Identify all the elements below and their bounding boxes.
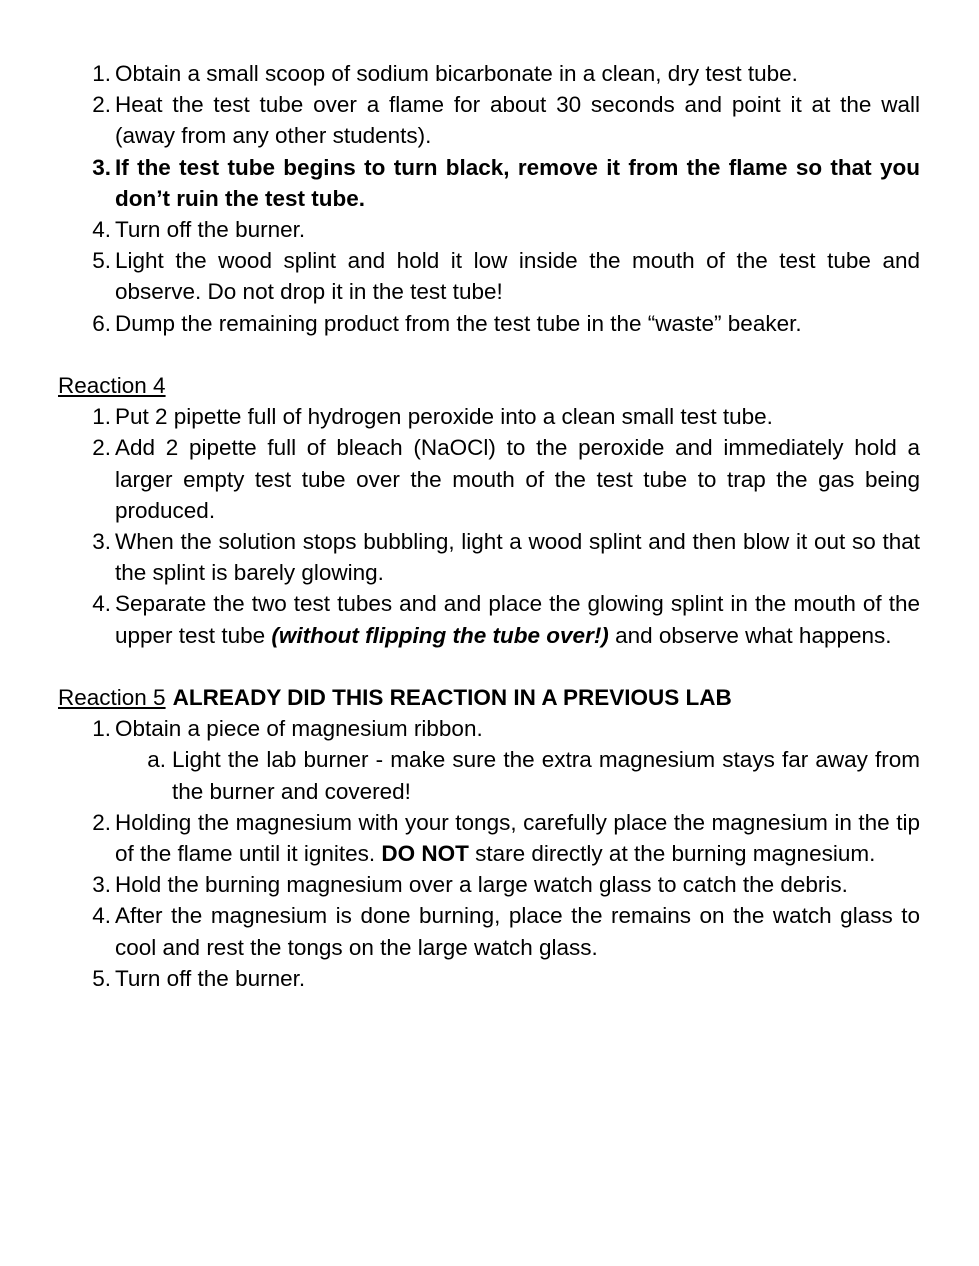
list-item — [58, 152, 920, 214]
step-number: 2. — [92, 92, 111, 118]
step-text: Hold the burning magnesium over a large watch glass to catch the debris. — [115, 872, 848, 898]
list-item — [58, 713, 920, 807]
step-text: Light the wood splint and hold it low inside the mouth of the test tube and observe. Do not drop it in the test tube! — [115, 248, 920, 305]
list-item — [58, 526, 920, 588]
step-number: 3. — [92, 529, 111, 555]
step-number: 4. — [92, 903, 111, 929]
step-text: Obtain a piece of magnesium ribbon. — [115, 716, 483, 742]
step-number: 2. — [92, 435, 111, 461]
step-emphasis: (without flipping the tube over!) — [271, 622, 609, 648]
sub-list — [115, 744, 920, 806]
step-text: Turn off the burner. — [115, 965, 306, 991]
reaction-5-header — [58, 682, 920, 713]
list-item — [58, 588, 920, 650]
reaction-4-list — [58, 401, 920, 651]
step-text: Separate the two test tubes and and place the glowing splint in the mouth of the upper test tube — [115, 591, 920, 648]
step-text-warning: If the test tube begins to turn black, remove it from the flame so that you don’t ruin the test tube. — [115, 154, 920, 211]
list-item — [58, 89, 920, 151]
step-text: Holding the magnesium with your tongs, carefully place the magnesium in the tip of the flame until it ignites. — [115, 809, 920, 867]
document-page — [58, 58, 920, 994]
list-item — [58, 58, 920, 89]
list-item — [58, 214, 920, 245]
step-warning: DO NOT — [381, 841, 469, 867]
step-number: 5. — [92, 965, 111, 991]
sub-list-item — [115, 744, 920, 806]
step-number: 1. — [92, 404, 111, 430]
list-item — [58, 308, 920, 339]
list-item — [58, 401, 920, 432]
list-item — [58, 963, 920, 994]
section-gap — [58, 339, 920, 370]
step-text: Dump the remaining product from the test tube in the “waste” beaker. — [115, 310, 802, 336]
step-number: 5. — [92, 248, 111, 274]
sub-step-text: Light the lab burner - make sure the extra magnesium stays far away from the burner and covered! — [172, 747, 920, 804]
step-text: Add 2 pipette full of bleach (NaOCl) to the peroxide and immediately hold a larger empty test tube over the mouth of the test tube to trap the gas being produced. — [115, 435, 920, 523]
sub-step-letter: a. — [147, 747, 166, 773]
reaction-5-list — [58, 713, 920, 994]
step-text: After the magnesium is done burning, place the remains on the watch glass to cool and rest the tongs on the large watch glass. — [115, 903, 920, 960]
reaction-5-heading: Reaction 5 — [58, 685, 166, 711]
list-item — [58, 432, 920, 526]
section-gap — [58, 651, 920, 682]
step-number: 6. — [92, 310, 111, 336]
step-text: Put 2 pipette full of hydrogen peroxide into a clean small test tube. — [115, 404, 773, 430]
procedure-list — [58, 58, 920, 339]
step-number: 2. — [92, 809, 111, 835]
list-item — [58, 900, 920, 962]
step-number: 3. — [92, 154, 111, 180]
step-text: Turn off the burner. — [115, 217, 306, 243]
step-number: 1. — [92, 61, 111, 86]
step-number: 1. — [92, 716, 111, 742]
step-text: and observe what happens. — [608, 622, 892, 648]
step-text: stare directly at the burning magnesium. — [468, 841, 876, 867]
step-number: 4. — [92, 217, 111, 243]
reaction-4-header — [58, 370, 920, 401]
reaction-5-note: ALREADY DID THIS REACTION IN A PREVIOUS LAB — [172, 685, 732, 711]
list-item — [58, 869, 920, 900]
list-item — [58, 807, 920, 869]
step-text: Obtain a small scoop of sodium bicarbonate in a clean, dry test tube. — [115, 61, 798, 86]
step-number: 4. — [92, 591, 111, 617]
step-text: When the solution stops bubbling, light a wood splint and then blow it out so that the splint is barely glowing. — [115, 529, 920, 586]
reaction-4-heading: Reaction 4 — [58, 373, 166, 399]
list-item — [58, 245, 920, 307]
step-number: 3. — [92, 872, 111, 898]
step-text: Heat the test tube over a flame for about 30 seconds and point it at the wall (away from any other students). — [115, 92, 920, 149]
